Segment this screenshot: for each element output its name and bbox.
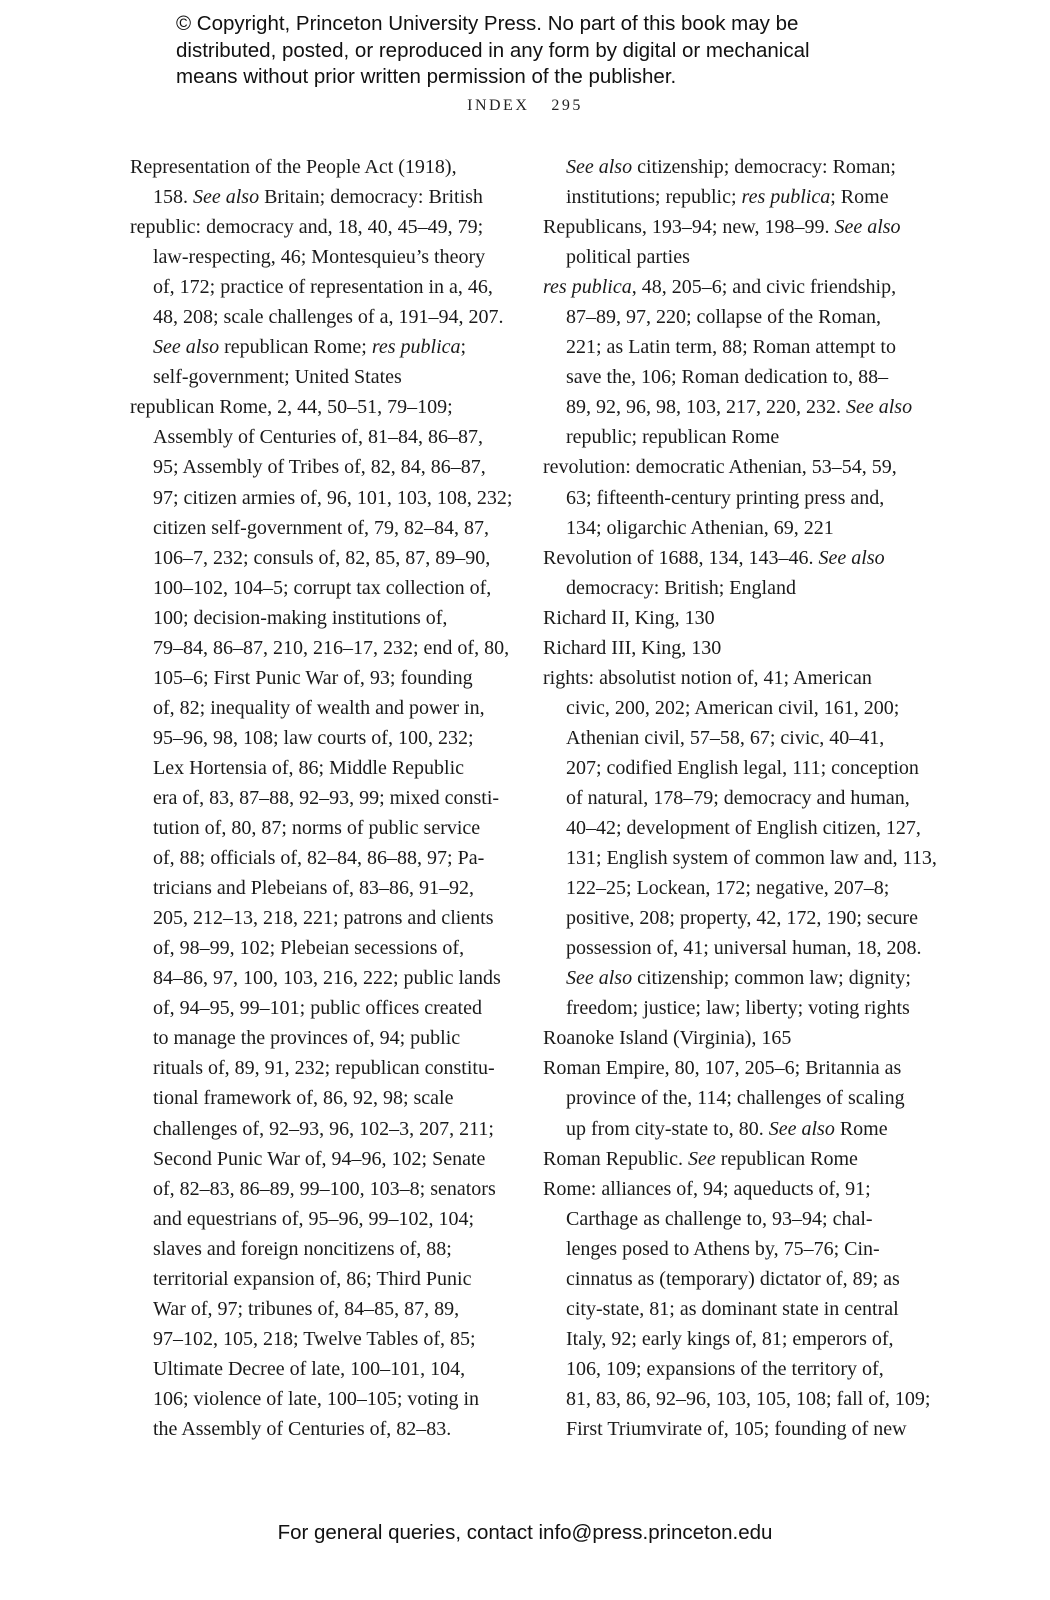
index-entry-line <box>543 1053 918 1083</box>
text-segment: tution of, 80, 87; norms of public service <box>153 817 481 840</box>
text-segment: 81, 83, 86, 92–96, 103, 105, 108; fall of, 109; <box>566 1387 931 1410</box>
text-segment: First Triumvirate of, 105; founding of new <box>566 1417 907 1440</box>
text-segment: republican Rome; <box>219 336 372 359</box>
text-segment: lenges posed to Athens by, 75–76; Cin- <box>566 1237 880 1260</box>
text-segment: 48, 208; scale challenges of a, 191–94, 207. <box>153 306 504 329</box>
italic-text: See also <box>153 336 220 359</box>
index-subentry-line <box>130 753 530 783</box>
index-subentry-line <box>543 483 918 513</box>
text-segment: Roman Empire, 80, 107, 205–6; Britannia as <box>543 1057 902 1080</box>
text-segment: province of the, 114; challenges of scaling <box>566 1087 905 1110</box>
index-subentry-line <box>130 783 530 813</box>
italic-text: See also <box>834 216 901 239</box>
index-subentry-line <box>543 873 918 903</box>
italic-text: res publica <box>741 186 831 209</box>
italic-text: res publica <box>543 276 632 299</box>
text-segment: 158. <box>153 186 193 209</box>
index-subentry-line <box>130 873 530 903</box>
index-subentry-line <box>130 663 530 693</box>
text-segment: Ultimate Decree of late, 100–101, 104, <box>153 1357 466 1380</box>
text-segment: civic, 200, 202; American civil, 161, 200; <box>566 696 900 719</box>
index-subentry-line <box>130 332 530 362</box>
text-segment: rituals of, 89, 91, 232; republican constitu- <box>153 1057 495 1080</box>
text-segment: 87–89, 97, 220; collapse of the Roman, <box>566 306 881 329</box>
text-segment: 205, 212–13, 218, 221; patrons and clients <box>153 907 494 930</box>
text-segment: republic; republican Rome <box>566 426 780 449</box>
text-segment: institutions; republic; <box>566 186 742 209</box>
text-segment: of, 82; inequality of wealth and power in, <box>153 696 485 719</box>
text-segment: self-government; United States <box>153 366 402 389</box>
text-segment: Richard III, King, 130 <box>543 636 722 659</box>
text-segment: 79–84, 86–87, 210, 216–17, 232; end of, 80, <box>153 636 510 659</box>
text-segment: challenges of, 92–93, 96, 102–3, 207, 211; <box>153 1117 494 1140</box>
text-segment: territorial expansion of, 86; Third Punic <box>153 1267 472 1290</box>
copyright-line: © Copyright, Princeton University Press. No part of this book may be <box>176 12 799 35</box>
index-subentry-line <box>543 753 918 783</box>
text-segment: Carthage as challenge to, 93–94; chal- <box>566 1207 873 1230</box>
index-subentry-line <box>130 302 530 332</box>
text-segment: possession of, 41; universal human, 18, 208. <box>566 937 922 960</box>
text-segment: positive, 208; property, 42, 172, 190; secure <box>566 907 918 930</box>
italic-text: See also <box>193 186 260 209</box>
index-subentry-line <box>130 693 530 723</box>
index-subentry-line <box>543 513 918 543</box>
text-segment: 95–96, 98, 108; law courts of, 100, 232; <box>153 726 474 749</box>
index-subentry-line <box>130 1234 530 1264</box>
text-segment: War of, 97; tribunes of, 84–85, 87, 89, <box>153 1297 460 1320</box>
index-subentry-line <box>130 422 530 452</box>
italic-text: See also <box>846 396 913 419</box>
text-segment: Second Punic War of, 94–96, 102; Senate <box>153 1147 486 1170</box>
text-segment: revolution: democratic Athenian, 53–54, 59, <box>543 456 897 479</box>
index-entry-line <box>543 1174 918 1204</box>
text-segment: the Assembly of Centuries of, 82–83. <box>153 1417 452 1440</box>
index-subentry-line <box>543 332 918 362</box>
index-subentry-line <box>543 182 918 212</box>
text-segment: of, 94–95, 99–101; public offices created <box>153 997 482 1020</box>
index-subentry-line <box>543 1324 918 1354</box>
italic-text: See <box>687 1147 716 1170</box>
index-subentry-line <box>130 182 530 212</box>
text-segment: tricians and Plebeians of, 83–86, 91–92, <box>153 877 475 900</box>
text-segment: 207; codified English legal, 111; conception <box>566 756 919 779</box>
index-entry-line <box>543 633 918 663</box>
text-segment: cinnatus as (temporary) dictator of, 89; as <box>566 1267 900 1290</box>
index-subentry-line <box>543 903 918 933</box>
text-segment: rights: absolutist notion of, 41; American <box>543 666 872 689</box>
text-segment: law-respecting, 46; Montesquieu’s theory <box>153 246 486 269</box>
index-subentry-line <box>130 1174 530 1204</box>
index-subentry-line <box>130 993 530 1023</box>
index-column-left <box>130 152 530 1444</box>
text-segment: Britain; democracy: British <box>259 186 483 209</box>
footer-contact: For general queries, contact info@press.princeton.edu <box>277 1521 773 1544</box>
text-segment: Rome: alliances of, 94; aqueducts of, 91; <box>543 1177 871 1200</box>
index-entry-line <box>543 603 918 633</box>
index-subentry-line <box>130 362 530 392</box>
text-segment: of, 98–99, 102; Plebeian secessions of, <box>153 937 465 960</box>
text-segment: city-state, 81; as dominant state in central <box>566 1297 899 1320</box>
italic-text: See also <box>818 546 885 569</box>
index-subentry-line <box>543 933 922 963</box>
text-segment: citizenship; democracy: Roman; <box>632 156 896 178</box>
index-subentry-line <box>543 723 918 753</box>
index-subentry-line <box>130 963 530 993</box>
index-subentry-line <box>130 1114 530 1144</box>
index-subentry-line <box>543 843 937 873</box>
text-segment: democracy: British; England <box>566 576 796 599</box>
index-subentry-line <box>130 513 530 543</box>
italic-text: res publica <box>371 336 461 359</box>
index-subentry-line <box>543 783 918 813</box>
index-subentry-line <box>130 723 530 753</box>
index-subentry-line <box>130 903 530 933</box>
text-segment: 63; fifteenth-century printing press and, <box>566 486 885 509</box>
index-subentry-line <box>130 1414 530 1444</box>
index-entry-line <box>543 663 918 693</box>
index-subentry-line <box>543 813 921 843</box>
index-subentry-line <box>130 1264 530 1294</box>
index-subentry-line <box>543 392 918 422</box>
text-segment: of, 82–83, 86–89, 99–100, 103–8; senators <box>153 1177 496 1200</box>
index-subentry-line <box>130 1053 530 1083</box>
text-segment: republic: democracy and, 18, 40, 45–49, 79; <box>130 216 484 239</box>
index-subentry-line <box>543 993 918 1023</box>
italic-text: See also <box>566 967 633 990</box>
text-segment: Roanoke Island (Virginia), 165 <box>543 1027 792 1050</box>
index-subentry-line <box>543 1114 918 1144</box>
index-entry-line <box>543 212 918 242</box>
running-head-title: INDEX <box>467 97 530 114</box>
index-subentry-line <box>543 573 918 603</box>
index-subentry-line <box>130 272 530 302</box>
index-entry-line <box>543 1144 918 1174</box>
text-segment: save the, 106; Roman dedication to, 88– <box>566 366 889 389</box>
page-number: 295 <box>551 97 583 114</box>
text-segment: Richard II, King, 130 <box>543 606 715 629</box>
text-segment: 221; as Latin term, 88; Roman attempt to <box>566 336 896 359</box>
text-segment: 97; citizen armies of, 96, 101, 103, 108, 232; <box>153 486 513 509</box>
text-segment: ; Rome <box>830 186 889 209</box>
copyright-line: means without prior written permission of the publisher. <box>176 65 677 88</box>
text-segment: 84–86, 97, 100, 103, 216, 222; public lands <box>153 967 501 990</box>
index-subentry-line <box>543 1294 918 1324</box>
text-segment: Revolution of 1688, 134, 143–46. <box>543 546 819 569</box>
text-segment: 89, 92, 96, 98, 103, 217, 220, 232. <box>566 396 846 419</box>
index-subentry-line <box>543 693 918 723</box>
text-segment: of, 172; practice of representation in a, 46, <box>153 276 493 299</box>
index-subentry-line <box>130 1144 530 1174</box>
index-subentry-line <box>543 1354 918 1384</box>
index-subentry-line <box>543 963 918 993</box>
text-segment: Italy, 92; early kings of, 81; emperors of, <box>566 1327 894 1350</box>
text-segment: Rome <box>834 1117 888 1140</box>
copyright-line: distributed, posted, or reproduced in any form by digital or mechanical <box>176 38 810 62</box>
text-segment: 95; Assembly of Tribes of, 82, 84, 86–87, <box>153 456 486 479</box>
index-subentry-line <box>130 1023 530 1053</box>
index-subentry-line <box>130 573 530 603</box>
index-subentry-line <box>543 152 918 182</box>
index-subentry-line <box>543 1414 918 1444</box>
index-subentry-line <box>543 1083 918 1113</box>
text-segment: 131; English system of common law and, 113, <box>566 847 937 870</box>
index-subentry-line <box>130 933 530 963</box>
index-subentry-line <box>130 242 530 272</box>
index-subentry-line <box>543 302 918 332</box>
text-segment: Assembly of Centuries of, 81–84, 86–87, <box>153 426 483 449</box>
text-segment: freedom; justice; law; liberty; voting rights <box>566 997 910 1020</box>
text-segment: 122–25; Lockean, 172; negative, 207–8; <box>566 877 890 900</box>
index-subentry-line <box>130 483 530 513</box>
text-segment: republican Rome, 2, 44, 50–51, 79–109; <box>130 396 453 419</box>
running-head <box>0 97 1050 115</box>
text-segment: 100–102, 104–5; corrupt tax collection of, <box>153 576 492 599</box>
index-subentry-line <box>130 1204 530 1234</box>
index-subentry-line <box>543 1204 918 1234</box>
text-segment: 40–42; development of English citizen, 127, <box>566 817 921 840</box>
index-entry-line <box>130 392 530 422</box>
text-segment: , 48, 205–6; and civic friendship, <box>631 276 897 299</box>
index-entry-line <box>543 272 918 302</box>
text-segment: Representation of the People Act (1918), <box>130 156 457 178</box>
index-subentry-line <box>130 452 530 482</box>
index-entry-line <box>130 212 530 242</box>
text-segment: to manage the provinces of, 94; public <box>153 1027 461 1050</box>
italic-text: See also <box>566 156 633 178</box>
text-segment: citizenship; common law; dignity; <box>632 967 911 990</box>
index-column-right <box>543 152 937 1444</box>
index-subentry-line <box>130 1354 530 1384</box>
index-subentry-line <box>543 1264 918 1294</box>
text-segment: 106, 109; expansions of the territory of, <box>566 1357 884 1380</box>
text-segment: slaves and foreign noncitizens of, 88; <box>153 1237 452 1260</box>
index-entry-line <box>130 152 530 182</box>
index-subentry-line <box>543 242 918 272</box>
text-segment: Lex Hortensia of, 86; Middle Republic <box>153 756 465 779</box>
text-segment: Roman Republic. <box>543 1147 688 1170</box>
text-segment: tional framework of, 86, 92, 98; scale <box>153 1087 454 1110</box>
index-subentry-line <box>130 843 530 873</box>
text-segment: up from city-state to, 80. <box>566 1117 769 1140</box>
copyright-notice <box>176 11 976 91</box>
text-segment: republican Rome <box>715 1147 858 1170</box>
text-segment: of natural, 178–79; democracy and human, <box>566 786 910 809</box>
index-subentry-line <box>130 813 530 843</box>
index-subentry-line <box>130 1083 530 1113</box>
index-subentry-line <box>130 633 530 663</box>
text-segment: Republicans, 193–94; new, 198–99. <box>543 216 835 239</box>
italic-text: See also <box>768 1117 835 1140</box>
text-segment: era of, 83, 87–88, 92–93, 99; mixed consti- <box>153 786 500 809</box>
index-subentry-line <box>130 1294 530 1324</box>
text-segment: political parties <box>566 246 690 269</box>
text-segment: 100; decision-making institutions of, <box>153 606 448 629</box>
text-segment: 106–7, 232; consuls of, 82, 85, 87, 89–90, <box>153 546 491 569</box>
index-entry-line <box>543 452 918 482</box>
index-subentry-line <box>543 422 918 452</box>
index-subentry-line <box>130 1384 530 1414</box>
index-entry-line <box>543 1023 918 1053</box>
text-segment: Athenian civil, 57–58, 67; civic, 40–41, <box>566 726 885 749</box>
index-subentry-line <box>130 543 530 573</box>
text-segment: and equestrians of, 95–96, 99–102, 104; <box>153 1207 475 1230</box>
text-segment: 106; violence of late, 100–105; voting in <box>153 1387 480 1410</box>
text-segment: 97–102, 105, 218; Twelve Tables of, 85; <box>153 1327 476 1350</box>
text-segment: citizen self-government of, 79, 82–84, 87, <box>153 516 490 539</box>
index-subentry-line <box>543 1234 918 1264</box>
index-subentry-line <box>130 1324 530 1354</box>
text-segment: ; <box>460 336 467 359</box>
index-entry-line <box>543 543 918 573</box>
index-subentry-line <box>543 362 918 392</box>
index-subentry-line <box>543 1384 931 1414</box>
index-subentry-line <box>130 603 530 633</box>
text-segment: 105–6; First Punic War of, 93; founding <box>153 666 473 689</box>
text-segment: 134; oligarchic Athenian, 69, 221 <box>566 516 834 539</box>
text-segment: of, 88; officials of, 82–84, 86–88, 97; Pa- <box>153 847 485 870</box>
